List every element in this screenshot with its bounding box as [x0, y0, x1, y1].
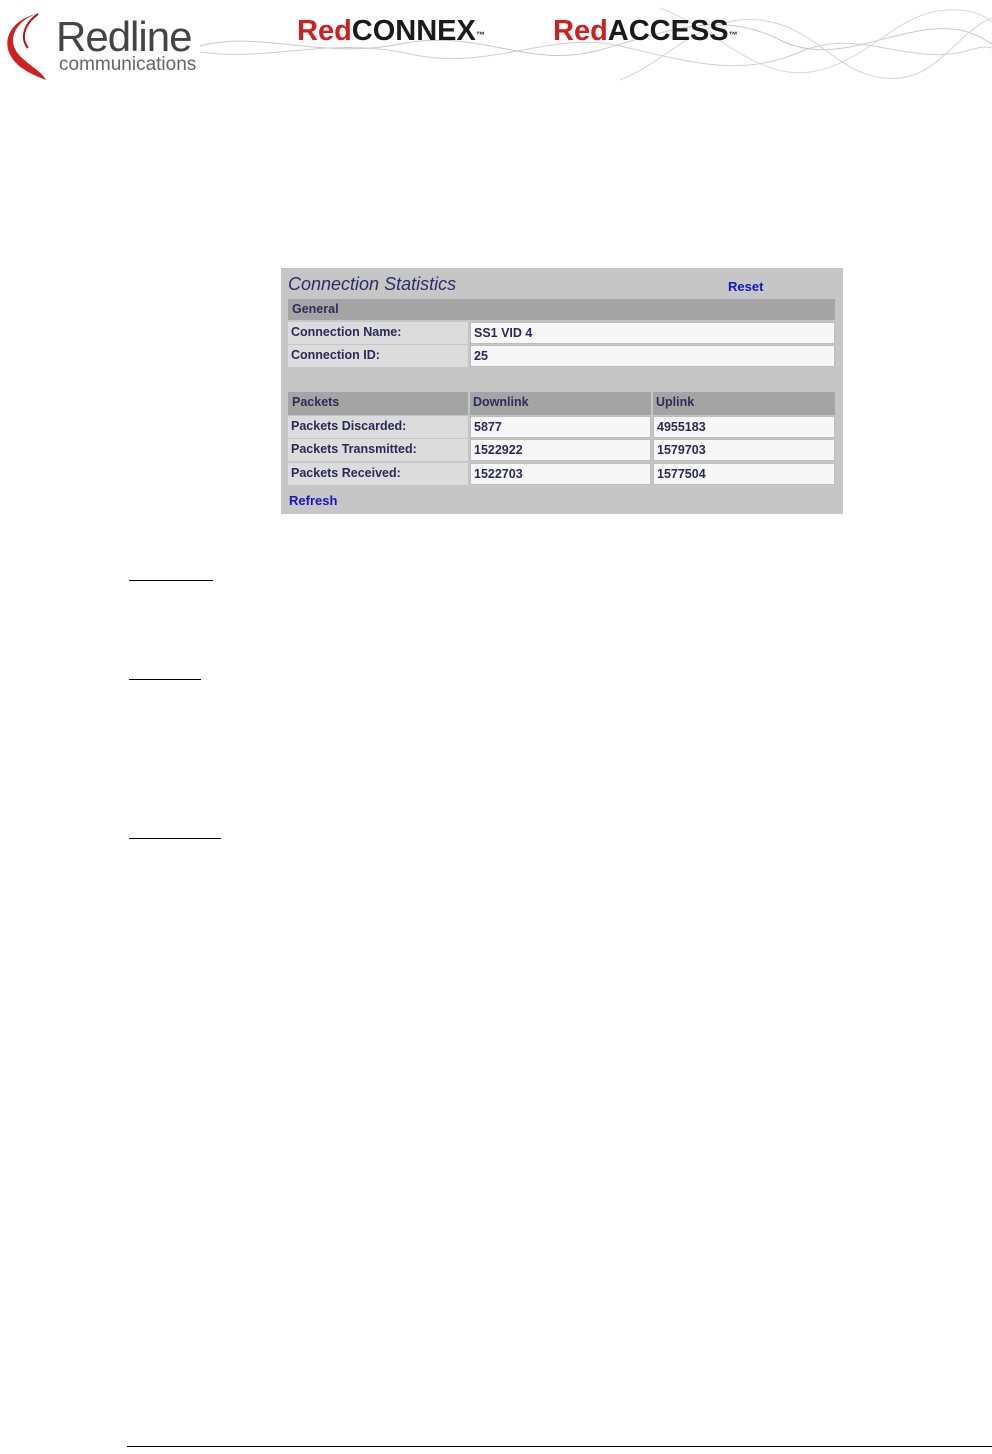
- section-heading-underline-3: [129, 838, 221, 839]
- uplink-column-header: Uplink: [653, 392, 835, 415]
- general-section-header: General: [288, 299, 835, 320]
- brand2-black: ACCESS: [607, 15, 729, 47]
- brand1-black: CONNEX: [351, 15, 476, 47]
- packets-transmitted-label: Packets Transmitted:: [288, 439, 468, 461]
- reset-link[interactable]: Reset: [728, 279, 764, 294]
- downlink-column-header: Downlink: [470, 392, 651, 415]
- brand2-tm: ™: [728, 30, 738, 40]
- section-heading-underline-2: [129, 679, 201, 680]
- connection-name-value: SS1 VID 4: [470, 322, 835, 344]
- brand1-tm: ™: [475, 30, 485, 40]
- connection-name-label: Connection Name:: [288, 322, 468, 344]
- connection-id-value: 25: [470, 345, 835, 367]
- refresh-link[interactable]: Refresh: [289, 493, 338, 508]
- redconnex-brand: [297, 13, 485, 49]
- connection-id-label: Connection ID:: [288, 345, 468, 367]
- brand1-red: Red: [297, 15, 352, 47]
- redline-swoosh-icon: [6, 12, 50, 82]
- packets-transmitted-uplink: 1579703: [653, 439, 835, 461]
- redline-logo: [6, 12, 216, 82]
- packets-column-header: Packets: [288, 392, 468, 415]
- connection-statistics-panel: [281, 268, 843, 514]
- packets-received-downlink: 1522703: [470, 463, 651, 485]
- packets-discarded-label: Packets Discarded:: [288, 416, 468, 438]
- packets-discarded-uplink: 4955183: [653, 416, 835, 438]
- page-header-banner: [0, 0, 992, 88]
- logo-subtitle: communications: [59, 54, 197, 75]
- packets-received-uplink: 1577504: [653, 463, 835, 485]
- redaccess-brand: [553, 13, 738, 49]
- packets-transmitted-downlink: 1522922: [470, 439, 651, 461]
- packets-received-label: Packets Received:: [288, 463, 468, 485]
- section-heading-underline-1: [129, 580, 213, 581]
- panel-title: Connection Statistics: [288, 274, 457, 294]
- packets-discarded-downlink: 5877: [470, 416, 651, 438]
- brand2-red: Red: [553, 15, 608, 47]
- footer-rule: [127, 1446, 992, 1447]
- logo-wordmark: Redline: [56, 13, 192, 60]
